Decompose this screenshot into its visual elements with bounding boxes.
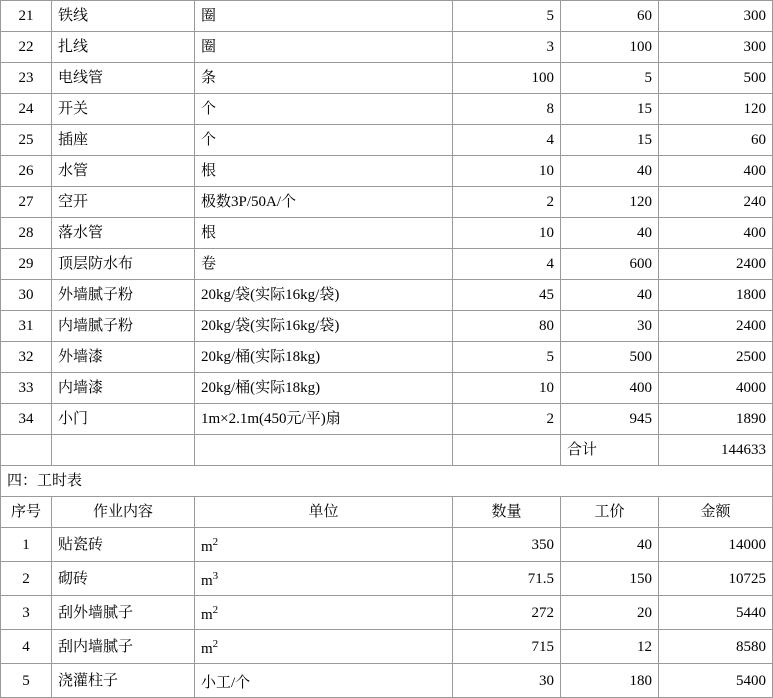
table-row bbox=[1, 342, 773, 373]
cell-unit bbox=[195, 630, 453, 664]
cell-amount: 10725 bbox=[659, 562, 773, 596]
header-index: 序号 bbox=[1, 497, 52, 528]
cell-name: 内墙漆 bbox=[52, 373, 195, 404]
cell-empty bbox=[1, 435, 52, 466]
cell-index: 30 bbox=[1, 280, 52, 311]
labor-header-row bbox=[1, 497, 773, 528]
unit-text: m bbox=[201, 539, 213, 555]
cell-amount: 240 bbox=[659, 187, 773, 218]
cell-quantity: 4 bbox=[453, 125, 561, 156]
table-row bbox=[1, 218, 773, 249]
table-row bbox=[1, 32, 773, 63]
cell-index: 32 bbox=[1, 342, 52, 373]
table-row bbox=[1, 187, 773, 218]
cell-name: 空开 bbox=[52, 187, 195, 218]
cell-unit bbox=[195, 562, 453, 596]
header-quantity: 数量 bbox=[453, 497, 561, 528]
cell-index: 33 bbox=[1, 373, 52, 404]
total-row bbox=[1, 435, 773, 466]
cell-amount: 8580 bbox=[659, 630, 773, 664]
cell-amount: 400 bbox=[659, 218, 773, 249]
cell-quantity: 5 bbox=[453, 342, 561, 373]
cell-price: 60 bbox=[561, 1, 659, 32]
cell-index: 2 bbox=[1, 562, 52, 596]
cell-name: 内墙腻子粉 bbox=[52, 311, 195, 342]
cell-name: 插座 bbox=[52, 125, 195, 156]
cell-unit: 20kg/桶(实际18kg) bbox=[195, 373, 453, 404]
table-row bbox=[1, 156, 773, 187]
unit-exponent: 2 bbox=[212, 604, 219, 616]
header-amount: 金额 bbox=[659, 497, 773, 528]
cell-index: 4 bbox=[1, 630, 52, 664]
table-row bbox=[1, 664, 773, 698]
cell-amount: 1800 bbox=[659, 280, 773, 311]
cell-quantity: 30 bbox=[453, 664, 561, 698]
cell-index: 5 bbox=[1, 664, 52, 698]
cell-price: 15 bbox=[561, 125, 659, 156]
cell-unit: 20kg/袋(实际16kg/袋) bbox=[195, 311, 453, 342]
cell-price: 15 bbox=[561, 94, 659, 125]
cell-price: 30 bbox=[561, 311, 659, 342]
cell-quantity: 2 bbox=[453, 404, 561, 435]
table-row bbox=[1, 94, 773, 125]
cell-amount: 300 bbox=[659, 1, 773, 32]
cell-amount: 500 bbox=[659, 63, 773, 94]
cell-index: 1 bbox=[1, 528, 52, 562]
table-row bbox=[1, 249, 773, 280]
cell-amount: 14000 bbox=[659, 528, 773, 562]
cell-quantity: 350 bbox=[453, 528, 561, 562]
cell-quantity: 10 bbox=[453, 373, 561, 404]
cell-name: 刮外墙腻子 bbox=[52, 596, 195, 630]
total-amount: 144633 bbox=[659, 435, 773, 466]
cell-quantity: 45 bbox=[453, 280, 561, 311]
cell-name: 扎线 bbox=[52, 32, 195, 63]
cell-unit: 圈 bbox=[195, 32, 453, 63]
table-row bbox=[1, 1, 773, 32]
unit-exponent: 3 bbox=[212, 570, 219, 582]
table-row bbox=[1, 280, 773, 311]
materials-table-body bbox=[1, 1, 773, 698]
cell-index: 23 bbox=[1, 63, 52, 94]
cell-price: 40 bbox=[561, 156, 659, 187]
cell-unit: 条 bbox=[195, 63, 453, 94]
cell-price: 5 bbox=[561, 63, 659, 94]
cell-price: 150 bbox=[561, 562, 659, 596]
cell-price: 40 bbox=[561, 218, 659, 249]
cell-unit bbox=[195, 664, 453, 698]
cell-quantity: 71.5 bbox=[453, 562, 561, 596]
cell-quantity: 10 bbox=[453, 218, 561, 249]
cell-amount: 1890 bbox=[659, 404, 773, 435]
cell-unit: 极数3P/50A/个 bbox=[195, 187, 453, 218]
cell-quantity: 4 bbox=[453, 249, 561, 280]
cell-name: 外墙腻子粉 bbox=[52, 280, 195, 311]
unit-text: m bbox=[201, 641, 213, 657]
cell-price: 400 bbox=[561, 373, 659, 404]
cell-name: 外墙漆 bbox=[52, 342, 195, 373]
section-title-row bbox=[1, 466, 773, 497]
cell-index: 24 bbox=[1, 94, 52, 125]
cell-price: 40 bbox=[561, 280, 659, 311]
cell-amount: 2400 bbox=[659, 249, 773, 280]
cell-unit: 1m×2.1m(450元/平)扇 bbox=[195, 404, 453, 435]
table-row bbox=[1, 528, 773, 562]
cell-amount: 120 bbox=[659, 94, 773, 125]
cell-amount: 400 bbox=[659, 156, 773, 187]
cell-name: 浇灌柱子 bbox=[52, 664, 195, 698]
cell-index: 3 bbox=[1, 596, 52, 630]
cell-unit: 20kg/桶(实际18kg) bbox=[195, 342, 453, 373]
total-label: 合计 bbox=[561, 435, 659, 466]
cell-unit: 根 bbox=[195, 156, 453, 187]
cell-name: 开关 bbox=[52, 94, 195, 125]
cell-name: 小门 bbox=[52, 404, 195, 435]
cell-amount: 5440 bbox=[659, 596, 773, 630]
table-row bbox=[1, 373, 773, 404]
cell-quantity: 100 bbox=[453, 63, 561, 94]
cell-index: 31 bbox=[1, 311, 52, 342]
cell-name: 落水管 bbox=[52, 218, 195, 249]
cell-price: 180 bbox=[561, 664, 659, 698]
table-row bbox=[1, 630, 773, 664]
cell-price: 100 bbox=[561, 32, 659, 63]
cell-unit: 个 bbox=[195, 125, 453, 156]
cell-name: 铁线 bbox=[52, 1, 195, 32]
cell-name: 砌砖 bbox=[52, 562, 195, 596]
cell-index: 29 bbox=[1, 249, 52, 280]
unit-text: 小工/个 bbox=[201, 675, 251, 691]
cell-quantity: 2 bbox=[453, 187, 561, 218]
cell-quantity: 8 bbox=[453, 94, 561, 125]
cell-unit: 20kg/袋(实际16kg/袋) bbox=[195, 280, 453, 311]
cell-unit: 圈 bbox=[195, 1, 453, 32]
header-unit: 单位 bbox=[195, 497, 453, 528]
cell-quantity: 5 bbox=[453, 1, 561, 32]
cell-quantity: 80 bbox=[453, 311, 561, 342]
header-name: 作业内容 bbox=[52, 497, 195, 528]
cell-price: 12 bbox=[561, 630, 659, 664]
cell-name: 刮内墙腻子 bbox=[52, 630, 195, 664]
unit-exponent: 2 bbox=[212, 638, 219, 650]
cell-amount: 2500 bbox=[659, 342, 773, 373]
cell-quantity: 272 bbox=[453, 596, 561, 630]
cell-amount: 60 bbox=[659, 125, 773, 156]
cell-empty bbox=[52, 435, 195, 466]
cell-index: 27 bbox=[1, 187, 52, 218]
cell-index: 26 bbox=[1, 156, 52, 187]
unit-exponent: 2 bbox=[212, 536, 219, 548]
cell-unit: 根 bbox=[195, 218, 453, 249]
table-row bbox=[1, 596, 773, 630]
cell-empty bbox=[453, 435, 561, 466]
section-title: 四：工时表 bbox=[1, 466, 773, 497]
cell-unit bbox=[195, 528, 453, 562]
cell-amount: 4000 bbox=[659, 373, 773, 404]
table-row bbox=[1, 404, 773, 435]
cell-empty bbox=[195, 435, 453, 466]
cell-quantity: 3 bbox=[453, 32, 561, 63]
cell-unit bbox=[195, 596, 453, 630]
cell-name: 顶层防水布 bbox=[52, 249, 195, 280]
table-row bbox=[1, 562, 773, 596]
cell-price: 20 bbox=[561, 596, 659, 630]
table-row bbox=[1, 125, 773, 156]
cell-amount: 300 bbox=[659, 32, 773, 63]
cell-price: 945 bbox=[561, 404, 659, 435]
cell-name: 贴瓷砖 bbox=[52, 528, 195, 562]
cell-unit: 卷 bbox=[195, 249, 453, 280]
cell-amount: 5400 bbox=[659, 664, 773, 698]
cell-index: 21 bbox=[1, 1, 52, 32]
cell-unit: 个 bbox=[195, 94, 453, 125]
cell-index: 22 bbox=[1, 32, 52, 63]
cell-quantity: 10 bbox=[453, 156, 561, 187]
table-row bbox=[1, 63, 773, 94]
cell-name: 水管 bbox=[52, 156, 195, 187]
cell-name: 电线管 bbox=[52, 63, 195, 94]
cell-price: 500 bbox=[561, 342, 659, 373]
cell-price: 40 bbox=[561, 528, 659, 562]
cell-price: 120 bbox=[561, 187, 659, 218]
header-price: 工价 bbox=[561, 497, 659, 528]
unit-text: m bbox=[201, 573, 213, 589]
cell-index: 28 bbox=[1, 218, 52, 249]
unit-text: m bbox=[201, 607, 213, 623]
cell-price: 600 bbox=[561, 249, 659, 280]
cell-quantity: 715 bbox=[453, 630, 561, 664]
cell-index: 25 bbox=[1, 125, 52, 156]
cell-index: 34 bbox=[1, 404, 52, 435]
cell-amount: 2400 bbox=[659, 311, 773, 342]
table-row bbox=[1, 311, 773, 342]
